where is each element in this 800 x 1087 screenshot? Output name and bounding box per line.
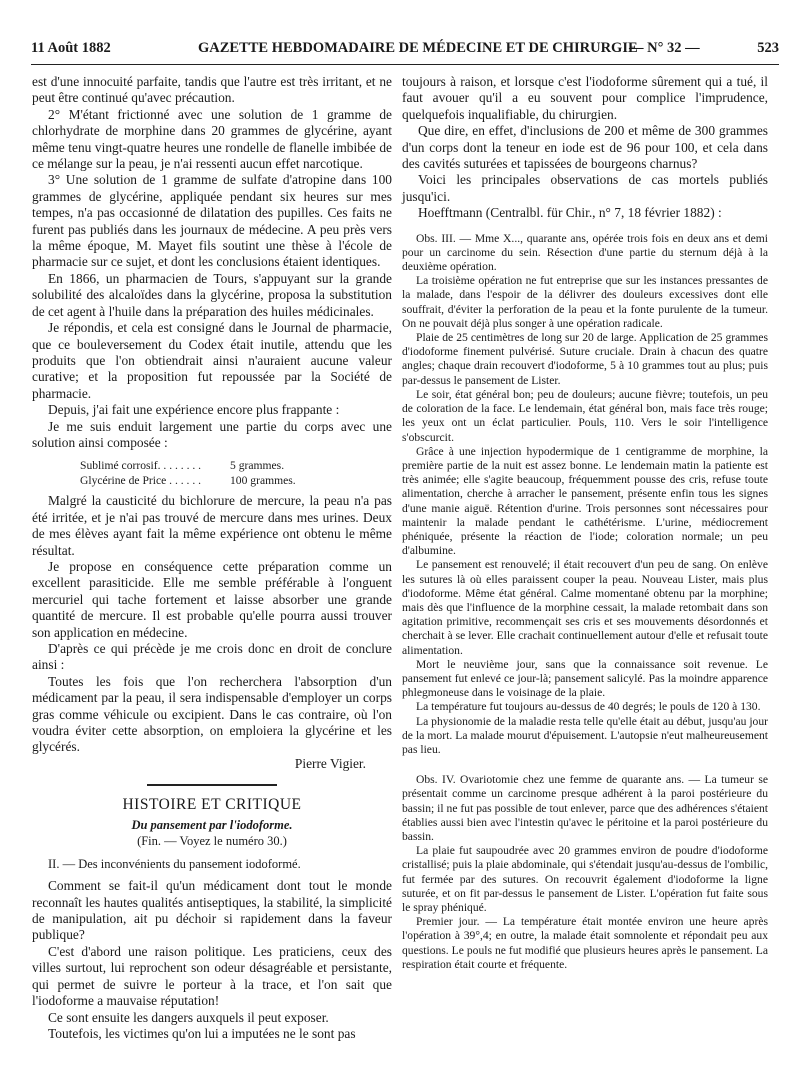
issue-number: — N° 32 — xyxy=(629,40,700,56)
paragraph: Voici les principales observations de cas mortels publiés jusqu'ici. xyxy=(402,172,768,204)
paragraph: Depuis, j'ai fait une expérience encore plus frappante : xyxy=(48,402,340,418)
formula-ingredient: Sublimé corrosif. . . . . . . . xyxy=(80,459,202,473)
page-number: 523 xyxy=(757,40,779,56)
paragraph: est d'une innocuité parfaite, tandis que l'autre est très irritant, et ne peut être continué qu'avec précaution. xyxy=(32,74,392,106)
observation-4 xyxy=(402,773,768,972)
intro-text xyxy=(402,74,768,222)
section-title: HISTOIRE ET CRITIQUE xyxy=(122,796,302,814)
header-date: 11 Août 1882 xyxy=(31,40,111,56)
paragraph: Comment se fait-il qu'un médicament dont tout le monde reconnaît les hautes qualités antiseptiques, la stabilité, la simplicité de manipulation, ait pu déchoir si rapidement dans la faveur publique? xyxy=(32,878,392,943)
paragraph: La physionomie de la maladie resta telle qu'elle était au début, jusqu'au jour de la mort. La malade mourut d'épuisement. L'autopsie n'eut malheureusement pas lieu. xyxy=(402,714,768,756)
author-signature: Pierre Vigier. xyxy=(294,755,366,771)
formula-row xyxy=(80,473,392,488)
section-divider xyxy=(147,784,277,786)
header-rule xyxy=(31,64,779,65)
paragraph: Je me suis enduit largement une partie du corps avec une solution ainsi composée : xyxy=(32,418,392,450)
paragraph: Le pansement est renouvelé; il était recouvert d'un peu de sang. On enlève les sutures là où elles paraissent couper la peau. Nouveau Lister, mais plus d'iodoforme. Même état général. Calme momentané obtenu par la morphine; mais dès que l'influence de la morphine cessait, la malade retombait dans son agitation primitive, recommençait ses cris et ses mouvements désordonnés et cherchait à se lever. Elle crachait continuellement autour d'elle et refusait toute alimentation. xyxy=(402,558,768,657)
paragraph: toujours à raison, et lorsque c'est l'iodoforme sûrement qui a tué, il faut avouer qu'il a eu souvent pour complice l'imprudence, quelquefois inqualifiable, du chirurgien. xyxy=(402,74,768,122)
formula-quantity: 5 grammes. xyxy=(230,459,285,473)
paragraph: Je propose en conséquence cette préparation comme un excellent parasiticide. Elle me semble préférable à l'onguent mercuriel qui tache fortement et laisse absorber une grande quantité de mercure. Il est probable qu'elle pourra aussi trouver son application en médecine. xyxy=(32,558,392,640)
vigier-article xyxy=(32,74,392,772)
paragraph: Hoefftmann (Centralbl. für Chir., n° 7, 18 février 1882) : xyxy=(418,205,722,221)
paragraph: Je répondis, et cela est consigné dans le Journal de pharmacie, que ce bouleversement du Codex était inutile, attendu que les produits que l'on obtiendrait ainsi n'auraient aucune valeur curative; et la proposition fut repoussée par la Société de pharmacie. xyxy=(32,320,392,401)
paragraph: Malgré la causticité du bichlorure de mercure, la peau n'a pas été irritée, et je n'ai pas trouvé de mercure dans mes urines. Deux de mes élèves ayant fait la même expérience ont obtenu le même résultat. xyxy=(32,493,392,558)
chapter-heading: II. — Des inconvénients du pansement iodoformé. xyxy=(48,857,301,872)
formula-quantity: 100 grammes. xyxy=(230,474,296,488)
observation-3 xyxy=(402,232,768,758)
formula-row xyxy=(80,458,392,473)
formula-table xyxy=(80,458,392,488)
paragraph: Que dire, en effet, d'inclusions de 200 et même de 300 grammes d'un corps dont la teneur en iode est de 96 pour 100, et cela dans des cavités suturées et tapissées de bourgeons charnus? xyxy=(402,123,768,172)
journal-title: GAZETTE HEBDOMADAIRE DE MÉDECINE ET DE CHIRURGIE xyxy=(198,40,638,56)
paragraph: 2° M'étant frictionné avec une solution de 1 gramme de chlorhydrate de morphine dans 20 grammes de glycérine, ayant même tenu vingt-quatre heures une rondelle de flanelle imbibée de ce mélange sur la peau, je n'ai ressenti aucun effet narcotique. xyxy=(32,106,392,172)
paragraph: Mort le neuvième jour, sans que la connaissance soit revenue. Le pansement fut enlevé ce jour-là; pansement salicylé. Pas la moindre apparence phlegmoneuse dans le voisinage de la plaie. xyxy=(402,657,768,700)
spacer xyxy=(402,222,768,232)
paragraph: 3° Une solution de 1 gramme de sulfate d'atropine dans 100 grammes de glycérine, appliquée pendant six heures sur mes tempes, n'a pas occasionné de dilatation des pupilles. Ces faits ne furent pas publiés dans les journaux de médecine. A peu près vers la même époque, M. Mayet fils soutint une thèse à l'école de pharmacie sur ce sujet, et dont les conclusions étaient identiques. xyxy=(32,172,392,270)
paragraph: En 1866, un pharmacien de Tours, s'appuyant sur la grande solubilité des alcaloïdes dans la glycérine, proposa la substitution de cet agent à l'huile dans la préparation des huiles médicinales. xyxy=(32,270,392,319)
paragraph: Obs. IV. Ovariotomie chez une femme de quarante ans. — La tumeur se présentait comme un carcinome presque adhérent à la paroi postérieure du bassin; il ne fut pas possible de tout enlever, parce que des adhérences s'étaient établies aussi bien avec l'intestin qu'avec le péritoine et la paroi postérieure du bassin. xyxy=(402,773,768,843)
paragraph: Toutes les fois que l'on recherchera l'absorption d'un médicament par la peau, il sera indispensable d'employer un corps gras comme véhicule ou excipient. Dans le cas contraire, où l'on voudra éviter cette absorption, on emploiera la glycérine et les glycérés. xyxy=(32,673,392,755)
paragraph: Premier jour. — La température était montée environ une heure après l'opération à 39°,4; en outre, la malade était somnolente et répondait peu aux questions. Le pouls ne fut modifié que plusieurs heures après le pansement. La respiration était courte et fréquente. xyxy=(402,915,768,971)
paragraph: La troisième opération ne fut entreprise que sur les instances pressantes de la malade, dans l'espoir de la délivrer des douleurs excessives dont elle souffrait, d'éviter la perforation de la peau et la fonte purulente de la tumeur. On ne pouvait déjà plus songer à une opération radicale. xyxy=(402,274,768,330)
section-reference: (Fin. — Voyez le numéro 30.) xyxy=(137,834,287,849)
right-column xyxy=(402,74,768,972)
left-column xyxy=(32,74,392,1042)
section-subtitle: Du pansement par l'iodoforme. xyxy=(131,818,293,833)
paragraph: Toutefois, les victimes qu'on lui a imputées ne le sont pas xyxy=(48,1025,356,1041)
paragraph: Obs. III. — Mme X..., quarante ans, opérée trois fois en deux ans et demi pour un carcinome du sein. Résection d'une partie du sternum déjà à la deuxième opération. xyxy=(402,231,768,274)
paragraph: La température fut toujours au-dessus de 40 degrés; le pouls de 120 à 130. xyxy=(416,700,761,714)
iodoforme-article xyxy=(32,878,392,1042)
paragraph: La plaie fut saupoudrée avec 20 grammes environ de poudre d'iodoforme cristallisé; puis la plaie abdominale, qui s'étendait jusqu'au-dessus de l'ombilic, fut fermée par des sutures. On recouvrit également d'iodoforme la ligne suturée, et on fit par-dessus le pansement de Lister. L'opération fut faite sous le spray phéniqué. xyxy=(402,844,768,914)
paragraph: Plaie de 25 centimètres de long sur 20 de large. Application de 25 grammes d'iodoforme finement pulvérisé. Suture cruciale. Drain à chacun des quatre angles; chaque drain recouvert d'iodoforme, 5 à 10 grammes tout au plus; puis par-dessus le pansement de Lister. xyxy=(402,331,768,387)
paragraph: Le soir, état général bon; peu de douleurs; aucune fièvre; toutefois, un peu de coloration de la face. Le lendemain, état général bon, mais face très rouge; les yeux ont un éclat particulier. Pouls, 110. Vers le soir l'intelligence s'obscurcit. xyxy=(402,387,768,444)
paragraph: Grâce à une injection hypodermique de 1 centigramme de morphine, la première partie de la nuit est assez bonne. Le lendemain matin la patiente est très animée; elle s'agite beaucoup, fréquemment pousse des cris, refuse toute alimentation, cherche à arracher le pansement, présente enfin tous les signes d'une manie aiguë. Rétention d'urine. Trois personnes sont nécessaires pour maintenir la malade pendant le cathétérisme. L'urine, médiocrement phéniquée, présente la réaction de l'iode; coloration normale; un peu d'albumine. xyxy=(402,444,768,558)
formula-ingredient: Glycérine de Price . . . . . . xyxy=(80,474,202,488)
spacer xyxy=(402,757,768,773)
running-header xyxy=(31,40,779,62)
paragraph: Ce sont ensuite les dangers auxquels il peut exposer. xyxy=(48,1009,329,1025)
paragraph: C'est d'abord une raison politique. Les praticiens, ceux des villes surtout, lui reprochent son odeur désagréable et persistante, qui permet de suivre le porteur à la trace, et l'on sait que l'iodoforme a mauvaise réputation! xyxy=(32,943,392,1009)
paragraph: D'après ce qui précède je me crois donc en droit de conclure ainsi : xyxy=(32,641,392,673)
